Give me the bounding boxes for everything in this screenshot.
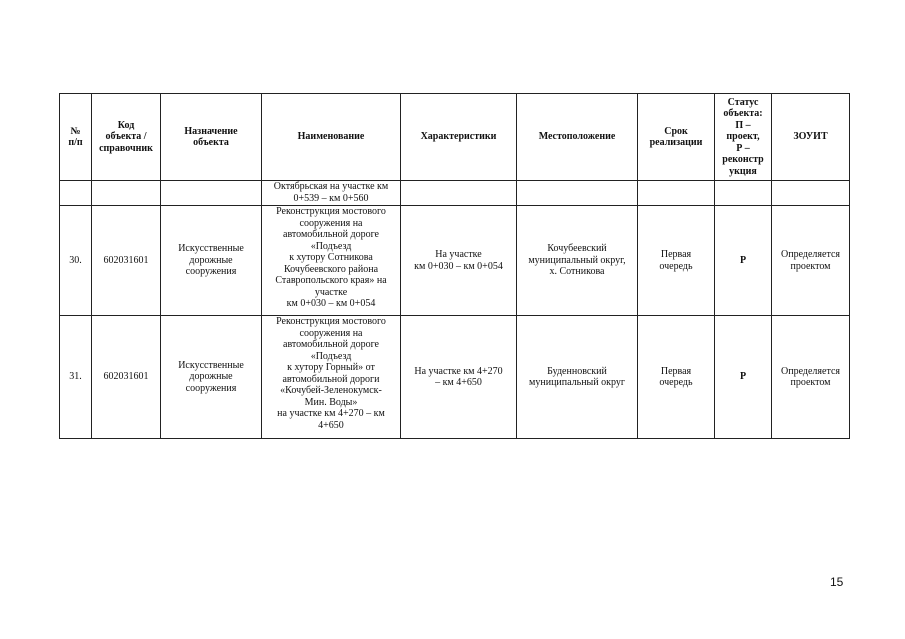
cell-purpose: Искусственные дорожные сооружения — [161, 206, 262, 316]
objects-table — [59, 93, 850, 439]
cell-purpose — [161, 181, 262, 206]
page-number: 15 — [830, 575, 844, 589]
cell-number: 30. — [60, 206, 92, 316]
table-row — [60, 316, 850, 439]
cell-location: Буденновский муниципальный округ — [517, 316, 638, 439]
cell-code: 602031601 — [92, 316, 161, 439]
cell-term: Первая очередь — [638, 206, 715, 316]
cell-characteristics: На участке км 4+270 – км 4+650 — [401, 316, 517, 439]
header-term: Срок реализации — [638, 94, 715, 181]
header-number: № п/п — [60, 94, 92, 181]
cell-zouit: Определяется проектом — [772, 206, 850, 316]
header-purpose: Назначение объекта — [161, 94, 262, 181]
cell-status: Р — [715, 316, 772, 439]
header-zouit: ЗОУИТ — [772, 94, 850, 181]
cell-code — [92, 181, 161, 206]
header-status: Статус объекта: П – проект, Р – реконстр укция — [715, 94, 772, 181]
cell-location: Кочубеевский муниципальный округ, х. Сотникова — [517, 206, 638, 316]
cell-name: Октябрьская на участке км 0+539 – км 0+560 — [262, 181, 401, 206]
cell-name: Реконструкция мостового сооружения на автомобильной дороге «Подъезд к хутору Сотникова Кочубеевского района Ставропольского края» на участке км 0+030 – км 0+054 — [262, 206, 401, 316]
cell-term: Первая очередь — [638, 316, 715, 439]
table-row-continuation — [60, 181, 850, 206]
cell-characteristics: На участке км 0+030 – км 0+054 — [401, 206, 517, 316]
table-header-row — [60, 94, 850, 181]
header-location: Местоположение — [517, 94, 638, 181]
cell-purpose: Искусственные дорожные сооружения — [161, 316, 262, 439]
header-name: Наименование — [262, 94, 401, 181]
cell-status — [715, 181, 772, 206]
cell-name: Реконструкция мостового сооружения на автомобильной дороге «Подъезд к хутору Горный» от автомобильной дороги «Кочубей-Зеленокумск- Мин. Воды» на участке км 4+270 – км 4+650 — [262, 316, 401, 439]
cell-code: 602031601 — [92, 206, 161, 316]
header-code: Код объекта / справочник — [92, 94, 161, 181]
header-characteristics: Характеристики — [401, 94, 517, 181]
cell-zouit — [772, 181, 850, 206]
cell-characteristics — [401, 181, 517, 206]
table-row — [60, 206, 850, 316]
cell-status: Р — [715, 206, 772, 316]
cell-number: 31. — [60, 316, 92, 439]
cell-number — [60, 181, 92, 206]
cell-zouit: Определяется проектом — [772, 316, 850, 439]
cell-term — [638, 181, 715, 206]
cell-location — [517, 181, 638, 206]
